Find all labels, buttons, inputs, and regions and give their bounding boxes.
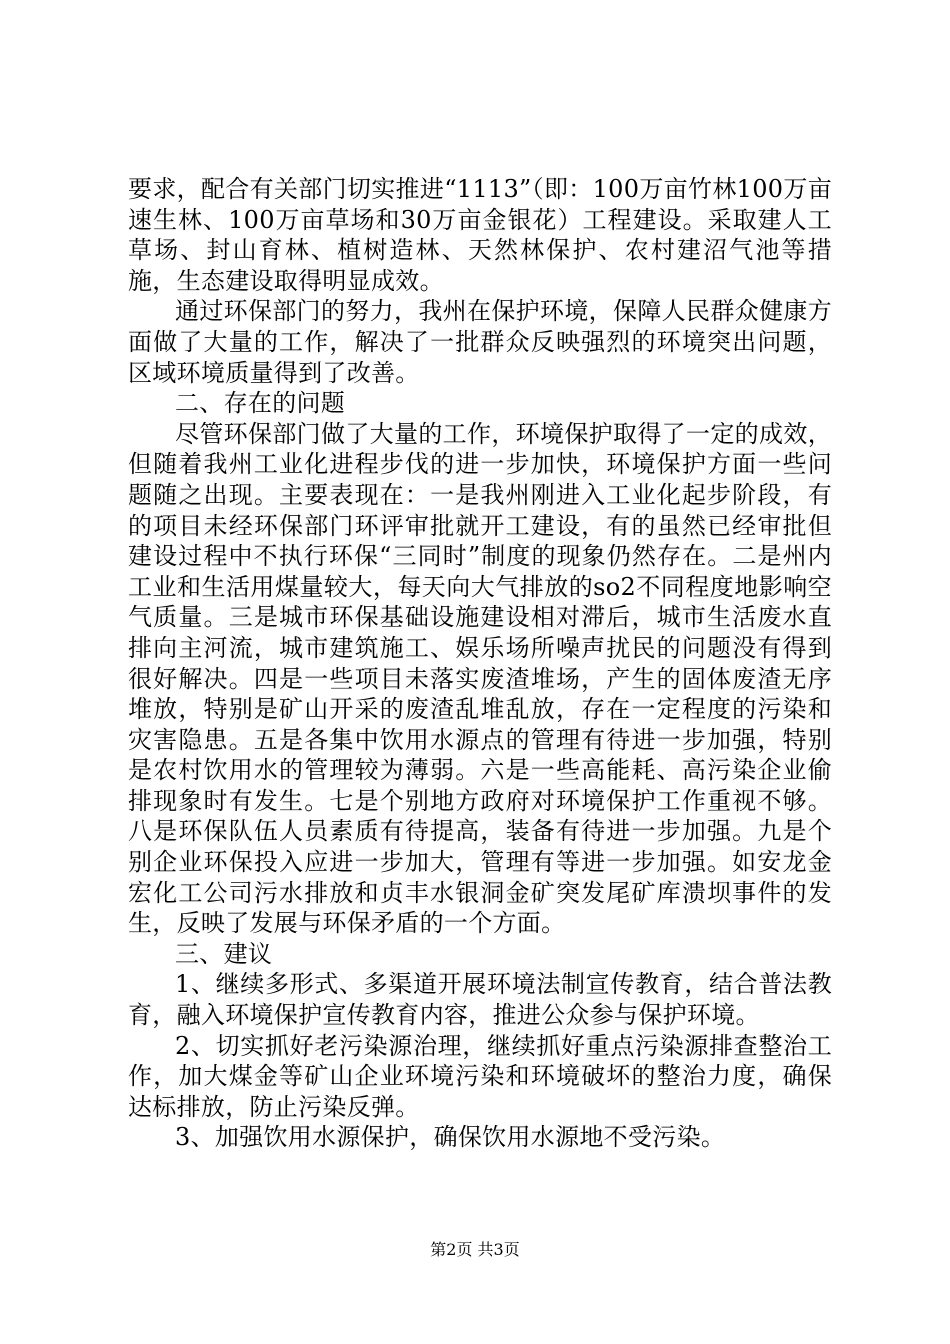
document-body xyxy=(128,174,832,1153)
paragraph-suggestion-1: 1、继续多形式、多渠道开展环境法制宣传教育，结合普法教育，融入环境保护宣传教育内容，推进公众参与保护环境。 xyxy=(128,970,832,1030)
page-number-footer: 第2页 共3页 xyxy=(430,1240,520,1259)
paragraph-continuation: 要求，配合有关部门切实推进“1113”（即：100万亩竹林100万亩速生林、100万亩草场和30万亩金银花）工程建设。采取建人工草场、封山育林、植树造林、天然林保护、农村建沼气池等措施，生态建设取得明显成效。 xyxy=(128,175,832,295)
paragraph-problems: 尽管环保部门做了大量的工作，环境保护取得了一定的成效，但随着我州工业化进程步伐的进一步加快，环境保护方面一些问题随之出现。主要表现在：一是我州刚进入工业化起步阶段，有的项目未经环保部门环评审批就开工建设，有的虽然已经审批但建设过程中不执行环保“三同时”制度的现象仍然存在。二是州内工业和生活用煤量较大，每天向大气排放的so2不同程度地影响空气质量。三是城市环保基础设施建设相对滞后，城市生活废水直排向主河流，城市建筑施工、娱乐场所噪声扰民的问题没有得到很好解决。四是一些项目未落实废渣堆场，产生的固体废渣无序堆放，特别是矿山开采的废渣乱堆乱放，存在一定程度的污染和灾害隐患。五是各集中饮用水源点的管理有待进一步加强，特别是农村饮用水的管理较为薄弱。六是一些高能耗、高污染企业偷排现象时有发生。七是个别地方政府对环境保护工作重视不够。八是环保队伍人员素质有待提高，装备有待进一步加强。九是个别企业环保投入应进一步加大，管理有等进一步加强。如安龙金宏化工公司污水排放和贞丰水银洞金矿突发尾矿库溃坝事件的发生，反映了发展与环保矛盾的一个方面。 xyxy=(128,419,832,938)
paragraph-progress-summary: 通过环保部门的努力，我州在保护环境，保障人民群众健康方面做了大量的工作，解决了一批群众反映强烈的环境突出问题，区域环境质量得到了改善。 xyxy=(128,297,832,387)
section-heading-problems: 二、存在的问题 xyxy=(175,389,346,418)
paragraph-suggestion-3: 3、加强饮用水源保护，确保饮用水源地不受污染。 xyxy=(175,1123,726,1152)
section-heading-suggestions: 三、建议 xyxy=(175,939,273,968)
paragraph-suggestion-2: 2、切实抓好老污染源治理，继续抓好重点污染源排查整治工作，加大煤金等矿山企业环境污染和环境破坏的整治力度，确保达标排放，防止污染反弹。 xyxy=(128,1031,832,1121)
